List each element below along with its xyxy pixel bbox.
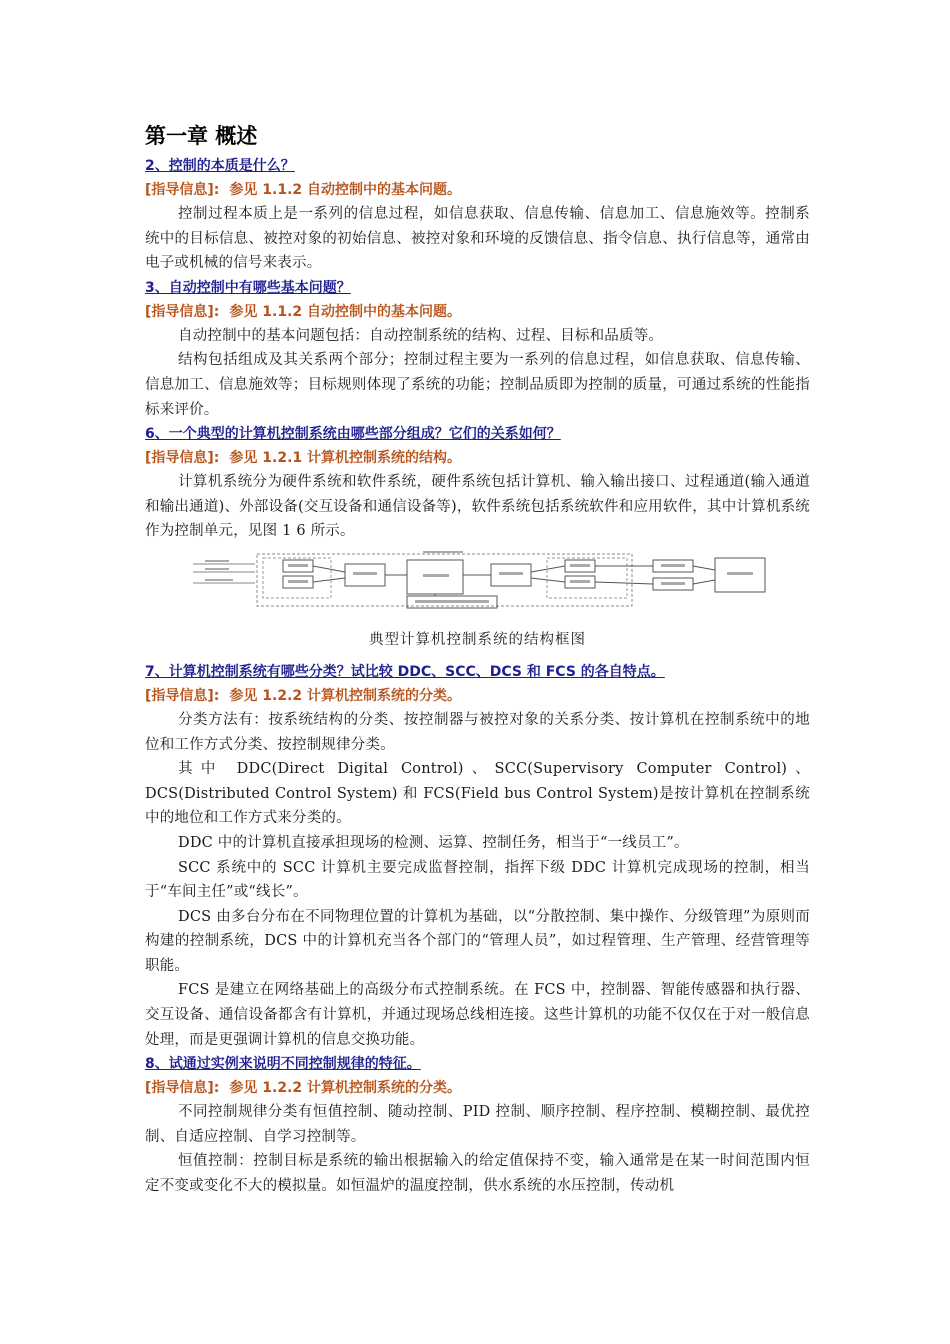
guide-label: [指导信息]: <box>145 687 220 704</box>
figure-caption: 典型计算机控制系统的结构框图 <box>369 631 586 648</box>
guide-reference: 参见 1.2.2 计算机控制系统的分类。 <box>229 1080 462 1097</box>
answer-paragraph: 结构包括组成及其关系两个部分；控制过程主要为一系列的信息过程，如信息获取、信息传输、信息加工、信息施效等；目标规则体现了系统的功能；控制品质即为控制的质量，可通过系统的性能指标来评价。 <box>145 352 810 418</box>
section-q6 <box>145 422 810 652</box>
answer-paragraph: 控制过程本质上是一系列的信息过程，如信息获取、信息传输、信息加工、信息施效等。控制系统中的目标信息、被控对象的初始信息、被控对象和环境的反馈信息、指令信息、执行信息等，通常由电子或机械的信号来表示。 <box>145 206 810 272</box>
section-q3 <box>145 276 810 422</box>
guide-label: [指导信息]: <box>145 1080 220 1097</box>
answer-paragraph: 计算机系统分为硬件系统和软件系统，硬件系统包括计算机、输入输出接口、过程通道(输入通道和输出通道)、外部设备(交互设备和通信设备等)，软件系统包括系统软件和应用软件，其中计算机系统作为控制单元，见图 1 6 所示。 <box>145 474 810 540</box>
answer-paragraph: DDC 中的计算机直接承担现场的检测、运算、控制任务，相当于“一线员工”。 <box>178 834 689 851</box>
guide-line <box>145 1076 810 1100</box>
answer-paragraph: DCS 由多台分布在不同物理位置的计算机为基础，以“分散控制、集中操作、分级管理”为原则而构建的控制系统，DCS 中的计算机充当各个部门的“管理人员”，如过程管理、生产管理、经营管理等职能。 <box>145 908 810 974</box>
guide-line <box>145 446 810 470</box>
section-q8 <box>145 1052 810 1198</box>
answer-paragraph: 其中 DDC(Direct Digital Control)、SCC(Supervisory Computer Control)、DCS(Distributed Control System) 和 FCS(Field bus Control System)是按计算机在控制系统中的地位和工作方式来分类的。 <box>145 761 810 827</box>
guide-reference: 参见 1.1.2 自动控制中的基本问题。 <box>229 182 462 198</box>
answer-paragraph: 不同控制规律分类有恒值控制、随动控制、PID 控制、顺序控制、程序控制、模糊控制、最优控制、自适应控制、自学习控制等。 <box>145 1104 810 1145</box>
answer-paragraph: SCC 系统中的 SCC 计算机主要完成监督控制，指挥下级 DDC 计算机完成现场的控制，相当于“车间主任”或“线长”。 <box>145 859 810 901</box>
answer-paragraph: FCS 是建立在网络基础上的高级分布式控制系统。在 FCS 中，控制器、智能传感器和执行器、交互设备、通信设备都含有计算机，并通过现场总线相连接。这些计算机的功能不仅仅在于对一般信息处理，而是更强调计算机的信息交换功能。 <box>145 982 810 1048</box>
question-heading[interactable]: 7、计算机控制系统有哪些分类？试比较 DDC、SCC、DCS 和 FCS 的各自特点。 <box>145 663 665 680</box>
answer-paragraph: 自动控制中的基本问题包括：自动控制系统的结构、过程、目标和品质等。 <box>178 327 664 344</box>
guide-reference: 参见 1.1.2 自动控制中的基本问题。 <box>229 303 462 320</box>
guide-reference: 参见 1.2.2 计算机控制系统的分类。 <box>229 687 462 704</box>
guide-line <box>145 178 810 202</box>
question-heading[interactable]: 6、一个典型的计算机控制系统由哪些部分组成？它们的关系如何？ <box>145 426 561 443</box>
question-heading[interactable]: 8、试通过实例来说明不同控制规律的特征。 <box>145 1056 421 1073</box>
answer-paragraph: 恒值控制：控制目标是系统的输出根据输入的给定值保持不变，输入通常是在某一时间范围内恒定不变或变化不大的模拟量。如恒温炉的温度控制，供水系统的水压控制，传动机 <box>145 1153 810 1195</box>
guide-label: [指导信息]: <box>145 303 220 320</box>
document-page <box>145 118 810 1199</box>
answer-paragraph: 分类方法有：按系统结构的分类、按控制器与被控对象的关系分类、按计算机在控制系统中的地位和工作方式分类、按控制规律分类。 <box>145 711 810 753</box>
guide-label: [指导信息]: <box>145 182 220 198</box>
guide-reference: 参见 1.2.1 计算机控制系统的结构。 <box>229 450 462 467</box>
section-q2 <box>145 154 810 276</box>
guide-line <box>145 684 810 708</box>
question-heading[interactable]: 2、控制的本质是什么？ <box>145 158 295 174</box>
system-block-diagram <box>145 550 810 622</box>
chapter-title: 第一章 概述 <box>145 124 258 148</box>
block-diagram-image <box>145 550 810 622</box>
guide-label: [指导信息]: <box>145 450 220 467</box>
question-heading[interactable]: 3、自动控制中有哪些基本问题？ <box>145 279 351 296</box>
guide-line <box>145 300 810 324</box>
section-q7 <box>145 660 810 1052</box>
